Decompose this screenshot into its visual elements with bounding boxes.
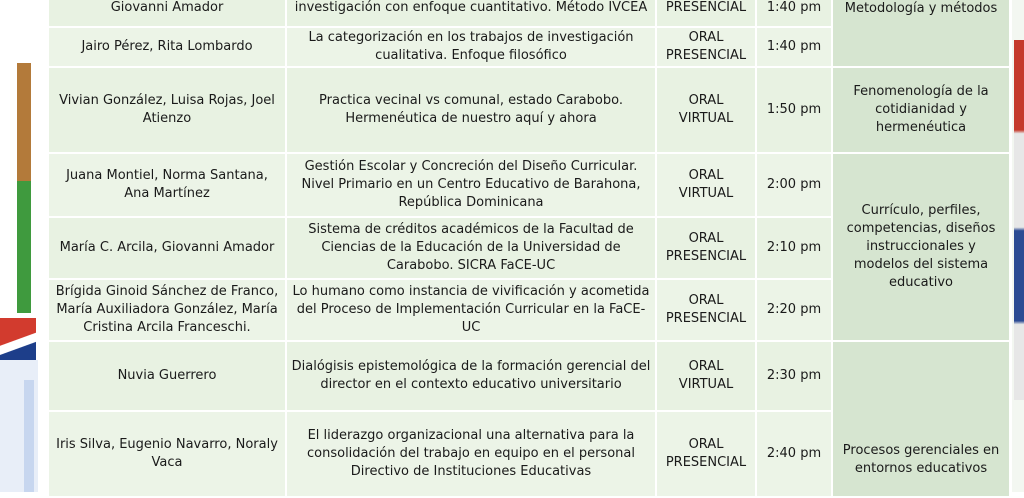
schedule-table <box>47 0 1011 498</box>
modality-cell: ORAL PRESENCIAL <box>656 279 756 341</box>
decorative-stripe-green <box>17 181 31 313</box>
time-cell: 2:30 pm <box>756 341 832 411</box>
modality-cell: ORAL PRESENCIAL <box>656 217 756 279</box>
time-cell: 1:40 pm <box>756 0 832 27</box>
authors-cell: Giovanni Amador <box>48 0 286 27</box>
table-row <box>48 0 1010 27</box>
time-cell: 1:50 pm <box>756 67 832 153</box>
topic-cell: Fenomenología de la cotidianidad y hermenéutica <box>832 67 1010 153</box>
title-cell: investigación con enfoque cuantitativo. Método IVCEA <box>286 0 656 27</box>
authors-cell: Vivian González, Luisa Rojas, Joel Atienzo <box>48 67 286 153</box>
decorative-right-stripe <box>1014 40 1024 400</box>
table-row <box>48 341 1010 411</box>
modality-cell: PRESENCIAL <box>656 0 756 27</box>
time-cell: 2:10 pm <box>756 217 832 279</box>
modality-cell: ORAL VIRTUAL <box>656 153 756 217</box>
modality-cell: ORAL VIRTUAL <box>656 341 756 411</box>
authors-cell: Brígida Ginoid Sánchez de Franco, María Auxiliadora González, María Cristina Arcila Franceschi. <box>48 279 286 341</box>
decorative-stripe-blue <box>24 380 34 492</box>
time-cell: 2:20 pm <box>756 279 832 341</box>
title-cell: Dialógisis epistemológica de la formación gerencial del director en el contexto educativo universitario <box>286 341 656 411</box>
modality-cell: ORAL VIRTUAL <box>656 67 756 153</box>
title-cell: El liderazgo organizacional una alternativa para la consolidación del trabajo en equipo en el personal Directivo de Instituciones Educativas <box>286 411 656 497</box>
time-cell: 1:40 pm <box>756 27 832 67</box>
topic-cell: Procesos gerenciales en entornos educativos <box>832 341 1010 497</box>
title-cell: La categorización en los trabajos de investigación cualitativa. Enfoque filosófico <box>286 27 656 67</box>
decorative-stripe-brown <box>17 63 31 181</box>
modality-cell: ORAL PRESENCIAL <box>656 27 756 67</box>
table-row <box>48 153 1010 217</box>
authors-cell: María C. Arcila, Giovanni Amador <box>48 217 286 279</box>
time-cell: 2:00 pm <box>756 153 832 217</box>
modality-cell: ORAL PRESENCIAL <box>656 411 756 497</box>
title-cell: Sistema de créditos académicos de la Facultad de Ciencias de la Educación de la Universidad de Carabobo. SICRA FaCE-UC <box>286 217 656 279</box>
authors-cell: Juana Montiel, Norma Santana, Ana Martínez <box>48 153 286 217</box>
title-cell: Practica vecinal vs comunal, estado Carabobo. Hermenéutica de nuestro aquí y ahora <box>286 67 656 153</box>
authors-cell: Iris Silva, Eugenio Navarro, Noraly Vaca <box>48 411 286 497</box>
time-cell: 2:40 pm <box>756 411 832 497</box>
title-cell: Gestión Escolar y Concreción del Diseño Curricular. Nivel Primario en un Centro Educativo de Barahona, República Dominicana <box>286 153 656 217</box>
table-row <box>48 67 1010 153</box>
topic-cell: Metodología y métodos <box>832 0 1010 67</box>
authors-cell: Nuvia Guerrero <box>48 341 286 411</box>
decorative-stripe-flag <box>0 318 36 366</box>
title-cell: Lo humano como instancia de vivificación y acometida del Proceso de Implementación Curricular en la FaCE-UC <box>286 279 656 341</box>
authors-cell: Jairo Pérez, Rita Lombardo <box>48 27 286 67</box>
topic-cell: Currículo, perfiles, competencias, diseños instruccionales y modelos del sistema educativo <box>832 153 1010 341</box>
